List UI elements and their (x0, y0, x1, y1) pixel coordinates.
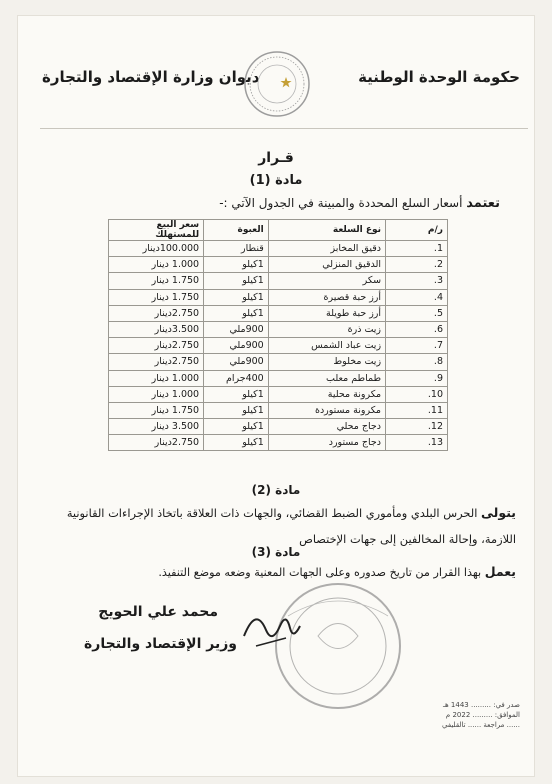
header-divider (40, 128, 528, 129)
government-name: حكومة الوحدة الوطنية (358, 68, 520, 86)
item-name-cell: مكرونة محلية (268, 386, 385, 402)
pack-cell: 900ملي (204, 354, 269, 370)
price-cell: 1.000 دينار (109, 370, 204, 386)
table-row (109, 257, 448, 273)
table-row (109, 241, 448, 257)
libya-emblem-icon (243, 50, 311, 118)
pack-cell: 1كيلو (204, 289, 269, 305)
row-number-cell: 12. (386, 419, 448, 435)
price-cell: 3.500دينار (109, 321, 204, 337)
minister-title: وزير الإقتصاد والتجارة (84, 636, 237, 652)
table-row (109, 338, 448, 354)
pack-cell: 1كيلو (204, 435, 269, 451)
item-name-cell: أرز حبة طويلة (268, 305, 385, 321)
price-cell: 3.500 دينار (109, 419, 204, 435)
row-number-cell: 2. (386, 257, 448, 273)
pack-cell: 1كيلو (204, 257, 269, 273)
col-header-no: ر/م (386, 220, 448, 241)
table-row (109, 419, 448, 435)
decision-heading: قـرار (258, 150, 294, 166)
minister-name: محمد علي الحويج (98, 604, 218, 620)
pack-cell: 1كيلو (204, 273, 269, 289)
row-number-cell: 9. (386, 370, 448, 386)
footer-line-1: صدر في: ......... 1443 هـ (442, 701, 520, 709)
price-cell: 1.750 دينار (109, 273, 204, 289)
ministry-name: ديوان وزارة الإقتصاد والتجارة (42, 68, 260, 86)
item-name-cell: زيت مخلوط (268, 354, 385, 370)
handwritten-signature (236, 596, 306, 656)
item-name-cell: زيت عباد الشمس (268, 338, 385, 354)
table-row (109, 354, 448, 370)
article-3-body: بهذا القرار من تاريخ صدوره وعلى الجهات المعنية وضعه موضع التنفيذ. (158, 566, 482, 579)
row-number-cell: 3. (386, 273, 448, 289)
table-row (109, 370, 448, 386)
article-1-heading: مادة (1) (249, 173, 303, 188)
item-name-cell: دقيق المخابز (268, 241, 385, 257)
price-cell: 1.000 دينار (109, 257, 204, 273)
item-name-cell: أرز حبة قصيرة (268, 289, 385, 305)
article-2-heading: مادة (2) (251, 483, 301, 497)
pack-cell: 1كيلو (204, 402, 269, 418)
article-1-text (219, 196, 500, 211)
row-number-cell: 13. (386, 435, 448, 451)
row-number-cell: 4. (386, 289, 448, 305)
price-cell: 1.000 دينار (109, 386, 204, 402)
row-number-cell: 1. (386, 241, 448, 257)
item-name-cell: الدقيق المنزلي (268, 257, 385, 273)
table-row (109, 386, 448, 402)
price-cell: 2.750دينار (109, 338, 204, 354)
pack-cell: 1كيلو (204, 386, 269, 402)
item-name-cell: زيت ذرة (268, 321, 385, 337)
issue-footer (442, 700, 520, 730)
row-number-cell: 8. (386, 354, 448, 370)
price-cell: 1.750 دينار (109, 289, 204, 305)
price-cell: 2.750دينار (109, 435, 204, 451)
price-cell: 100.000دينار (109, 241, 204, 257)
footer-line-3: ...... مراجعة ...... تالقليفي (442, 721, 520, 729)
pack-cell: 1كيلو (204, 419, 269, 435)
item-name-cell: طماطم معلب (268, 370, 385, 386)
pack-cell: 900ملي (204, 321, 269, 337)
item-name-cell: مكرونة مستوردة (268, 402, 385, 418)
table-row (109, 289, 448, 305)
price-table (108, 219, 448, 451)
price-cell: 2.750دينار (109, 305, 204, 321)
pack-cell: قنطار (204, 241, 269, 257)
row-number-cell: 11. (386, 402, 448, 418)
col-header-price: سعر البيع للمستهلك (109, 220, 204, 241)
table-row (109, 402, 448, 418)
item-name-cell: دجاج مستورد (268, 435, 385, 451)
price-cell: 2.750دينار (109, 354, 204, 370)
table-header-row (109, 220, 448, 241)
col-header-item: نوع السلعة (268, 220, 385, 241)
article-2-body: الحرس البلدي ومأموري الضبط القضائي، والجهات ذات العلاقة باتخاذ الإجراءات القانونية اللازمة، وإحالة المخالفين إلى جهات الإختصاص (66, 506, 516, 546)
col-header-pack: العبوة (204, 220, 269, 241)
article-1-lead: تعتمد (466, 196, 500, 211)
article-1-body: أسعار السلع المحددة والمبينة في الجدول الآتي :- (219, 196, 463, 210)
footer-line-2: الموافق: ......... 2022 م (445, 711, 520, 719)
pack-cell: 400جرام (204, 370, 269, 386)
article-3-heading: مادة (3) (251, 545, 301, 559)
item-name-cell: سكر (268, 273, 385, 289)
price-cell: 1.750 دينار (109, 402, 204, 418)
table-row (109, 305, 448, 321)
pack-cell: 1كيلو (204, 305, 269, 321)
table-row (109, 321, 448, 337)
table-row (109, 435, 448, 451)
article-3-lead: يعمل (484, 564, 516, 579)
pack-cell: 900ملي (204, 338, 269, 354)
row-number-cell: 5. (386, 305, 448, 321)
row-number-cell: 7. (386, 338, 448, 354)
row-number-cell: 6. (386, 321, 448, 337)
row-number-cell: 10. (386, 386, 448, 402)
table-row (109, 273, 448, 289)
article-2-lead: يتولى (481, 505, 516, 520)
item-name-cell: دجاج محلي (268, 419, 385, 435)
